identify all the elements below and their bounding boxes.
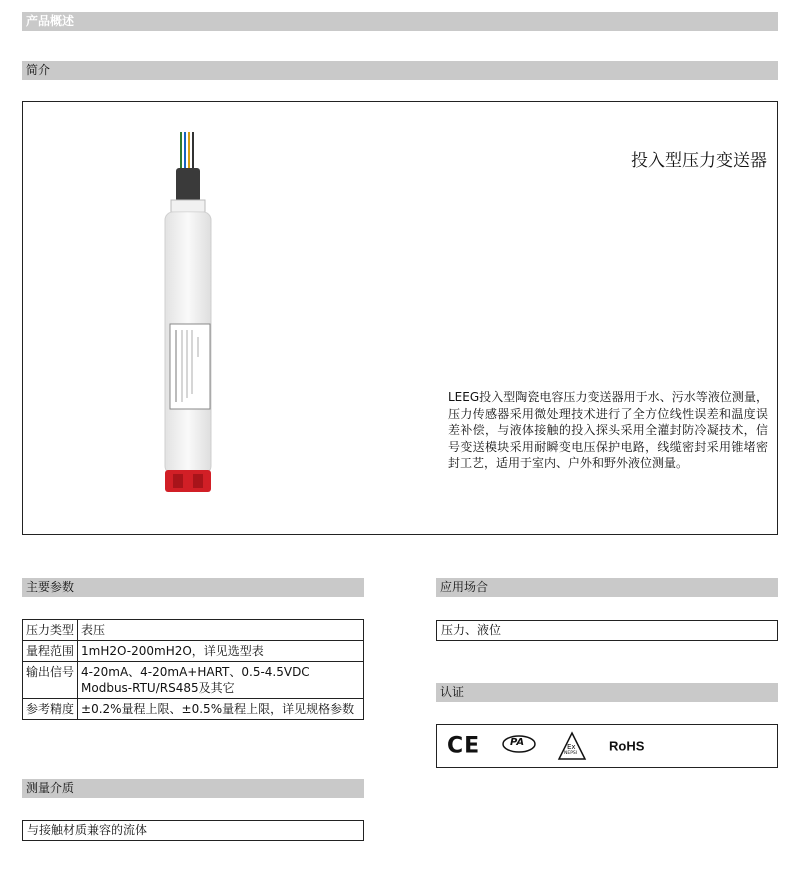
application-value: 压力、液位 [441,623,502,637]
param-value: 表压 [78,620,364,641]
table-row [23,641,364,662]
params-header: 主要参数 [22,578,364,597]
table-row [23,620,364,641]
param-key: 输出信号 [23,662,78,699]
param-value: 4-20mA、4-20mA+HART、0.5-4.5VDC Modbus-RTU/RS485及其它 [78,662,364,699]
application-box [436,620,778,641]
certification-header: 认证 [436,683,778,702]
product-image [143,132,233,502]
product-description: LEEG投入型陶瓷电容压力变送器用于水、污水等液位测量，压力传感器采用微处理技术进行了全方位线性误差和温度误差补偿，与液体接触的投入探头采用全灌封防冷凝技术，信号变送模块采用耐瞬变电压保护电路，线缆密封采用锥堵密封工艺，适用于室内、户外和野外液位测量。 [448,390,768,470]
product-panel [22,101,778,535]
ce-mark-icon: CE [447,733,481,759]
param-key: 压力类型 [23,620,78,641]
medium-header: 测量介质 [22,779,364,798]
certification-box [436,724,778,768]
param-key: 参考精度 [23,699,78,720]
application-header: 应用场合 [436,578,778,597]
table-row [23,699,364,720]
ex-mark-subtext: NEPSI [564,751,578,756]
table-row [23,662,364,699]
rohs-mark: RoHS [609,738,645,754]
ex-mark-icon [557,731,587,761]
param-key: 量程范围 [23,641,78,662]
params-table [22,619,364,720]
overview-header: 产品概述 [22,12,778,31]
intro-header: 简介 [22,61,778,80]
param-value: ±0.2%量程上限、±0.5%量程上限，详见规格参数 [78,699,364,720]
pa-mark-icon [501,734,537,758]
medium-value: 与接触材质兼容的流体 [27,823,148,837]
pa-mark-text: PA [510,737,525,748]
param-value: 1mH2O-200mH2O，详见选型表 [78,641,364,662]
medium-box [22,820,364,841]
ex-mark-text: Ex [567,743,576,751]
product-title: 投入型压力变送器 [631,151,767,171]
